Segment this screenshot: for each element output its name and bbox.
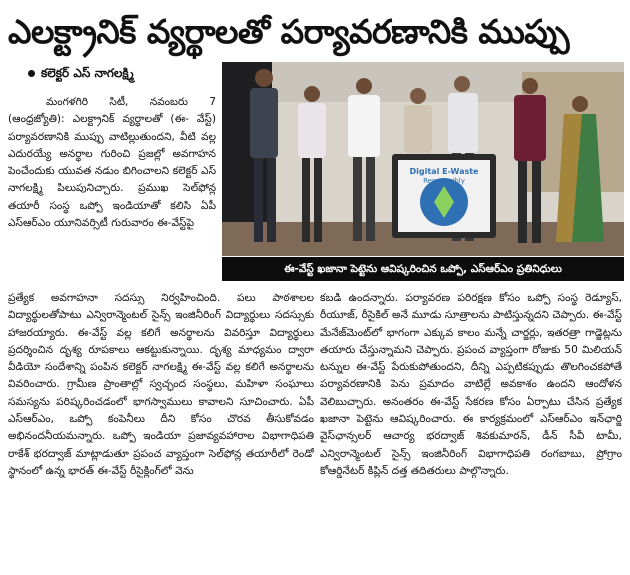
event-photo <box>222 62 624 256</box>
byline <box>28 66 208 86</box>
article-paragraph-center: ప్రత్యేక అవగాహనా సదస్సు నిర్వహించింది. పలు పాఠశాలల విద్యార్థులతోపాటు ఎన్విరాన్మెంటల్ సైన్స్ ఇంజినీరింగ్ విద్యార్థులు సదస్సుకు హాజరయ్యారు. ఈ-వేస్ట్ వల్ల కలిగే అనర్థాలను వివరిస్తూ విద్యార్థులు ప్రదర్శించిన దృశ్య రూపకాలు ఆకట్టుకున్నాయి. దృశ్య మాధ్యమం ద్వారా వీడియో సందేశాన్ని పంపిన కలెక్టర్ నాగలక్ష్మి ఈ-వేస్ట్ వల్ల కలిగే అనర్థాలను వివరించారు. గ్రామీణ ప్రాంతాల్లో స్వచ్ఛంద సంస్థలు, మహిళా సంఘాలు సమస్యను పరిష్కరించడంలో భాగస్వాములు కావాలని సూచించారు. ఏపీ ఎస్ఆర్ఎం, ఒప్పో కంపెనీలు దీని కోసం చొరవ తీసుకోవడం అభినందనీయమన్నారు. ఒప్పో ఇండియా ప్రజావ్యవహారాల విభాగాధిపతి రాకేశ్ భరద్వాజ్ మాట్లాడుతూ ప్రపంచ వ్యాప్తంగా సెల్‌ఫోన్ల తయారీలో రెండో స్థానంలో ఉన్న భారత్ ఈ-వేస్ట్ రీసైక్లింగ్‌లో వెను <box>8 292 314 477</box>
photo-caption: ఈ-వేస్ట్ ఖజానా పెట్టెను ఆవిష్కరించిన ఒప్పో, ఎస్ఆర్ఎం ప్రతినిధులు <box>222 257 624 281</box>
dateline: మంగళగిరి సిటీ, నవంబరు 7 (ఆంధ్రజ్యోతి): <box>8 96 216 126</box>
box-label-2: Responsibly <box>423 177 465 185</box>
e-waste-box <box>392 154 496 238</box>
article-column-left <box>8 94 216 287</box>
article-column-right <box>320 290 622 571</box>
article-column-center <box>8 290 314 571</box>
box-label-1: Digital E-Waste <box>409 167 479 176</box>
headline: ఎలక్ట్రానిక్ వ్యర్థాలతో పర్యావరణానికి ముప్పు <box>8 12 569 51</box>
article-paragraph-right: కబడి ఉందన్నారు. పర్యావరణ పరిరక్షణ కోసం ఒప్పో సంస్థ రెడ్యూస్, రీయూజ్, రీసైకిల్ అనే మూడు సూత్రాలను పాటిస్తున్నదని చెప్పారు. ఈ-వేస్ట్ మేనేజ్‌మెంట్‌లో భాగంగా ఎక్కువ కాలం మన్నే చార్జర్లు, ఇతరత్రా గాడ్జెట్లను తయారు చేస్తున్నామని చెప్పారు. ప్రపంచ వ్యాప్తంగా రోజుకు 50 మిలియన్ టన్నుల ఈ-వేస్ట్ పేరుకుపోతుందని, దీన్ని ఎప్పటికప్పుడు తొలగించకపోతే పర్యావరణానికి పెను ప్రమాదం వాటిల్లే అవకాశం ఉందని ఆందోళన వెలిబుచ్చారు. అనంతరం ఈ-వేస్ట్ సేకరణ కోసం ఏర్పాటు చేసిన ప్రత్యేక ఖజానా పెట్టెను ఆవిష్కరించారు. ఈ కార్యక్రమంలో ఎస్ఆర్ఎం ఇన్‌ఛార్జి వైస్‌ఛాన్సలర్ ఆచార్య భరద్వాజ్ శివకుమారన్, డీన్ సీవీ టామీ, ఎన్విరాన్మెంటల్ సైన్స్ ఇంజినీరింగ్ విభాగాధిపతి రంగబాబు, ప్రోగ్రాం కోఆర్డినేటర్ కిప్లిన్ దత్త తదితరులు పాల్గొన్నారు. <box>320 292 622 477</box>
bullet-icon <box>28 70 35 77</box>
byline-text: కలెక్టర్ ఎస్ నాగలక్ష్మి <box>41 66 134 80</box>
article-paragraph-left: ఎలక్ట్రానిక్ వ్యర్థాలతో (ఈ- వేస్ట్) పర్యావరణానికి ముప్పు వాటిల్లుతుందని, వీటి వల్ల ఎదురయ్యే అనర్థాల గురించి ప్రజల్లో అవగాహన పెంచేందుకు యువత నడుం బిగించాలని కలెక్టర్ ఎస్ నాగలక్ష్మి పిలుపునిచ్చారు. ప్రముఖ సెల్‌ఫోన్ల తయారీ సంస్థ ఒప్పో ఇండియాతో కలిసి ఏపీ ఎస్ఆర్ఎం యూనివర్సిటీ గురువారం ఈ-వేస్ట్‌పై <box>8 113 216 230</box>
event-photo-illustration <box>222 62 624 256</box>
